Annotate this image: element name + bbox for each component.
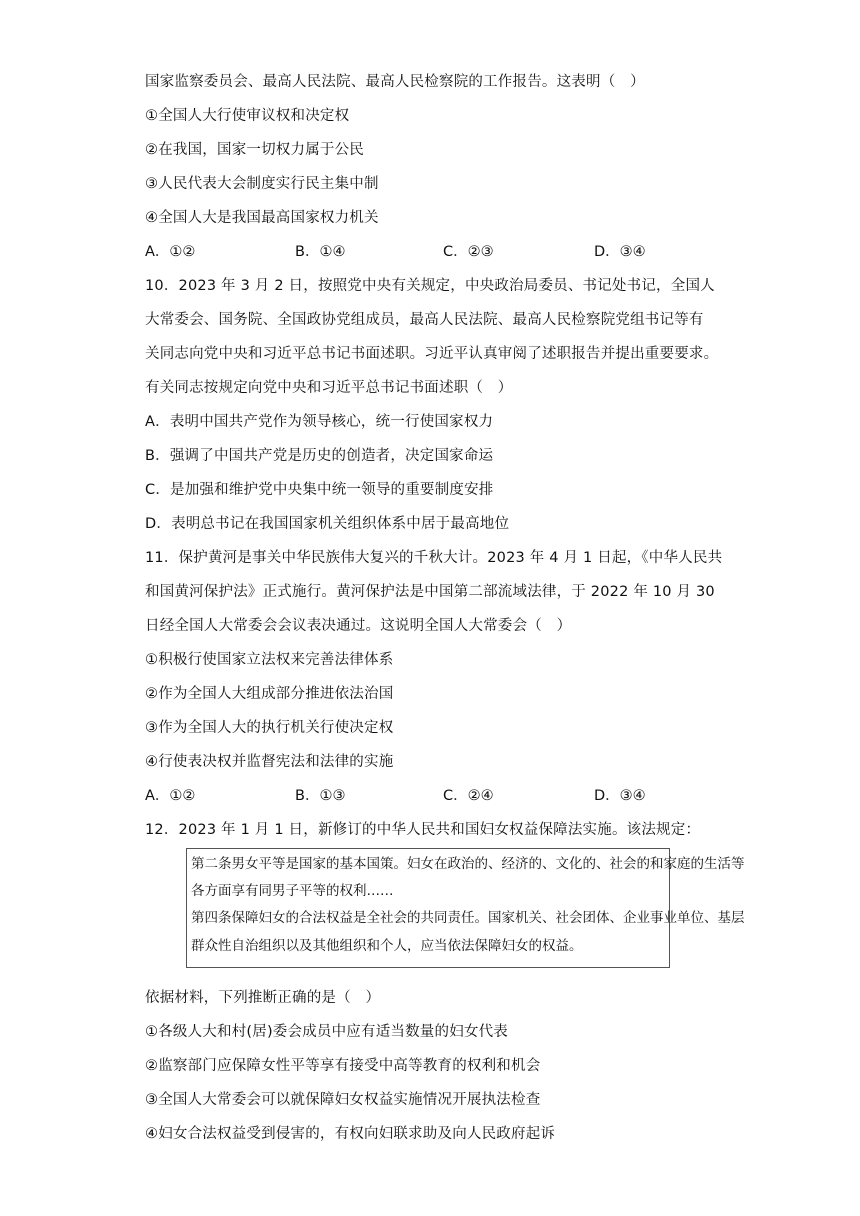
q9-option-b: B．①④ [295,244,346,260]
q9-item-2: ②在我国，国家一切权力属于公民 [145,142,364,158]
q11-option-a: A．①② [145,788,196,804]
q12-item-2: ②监察部门应保障女性平等享有接受中高等教育的权利和机会 [145,1058,541,1074]
q12-item-3: ③全国人大常委会可以就保障妇女权益实施情况开展执法检查 [145,1092,541,1108]
q11-option-c: C．②④ [443,788,494,804]
q11-item-2: ②作为全国人大组成部分推进依法治国 [145,686,394,702]
q10-stem-line-4: 有关同志按规定向党中央和习近平总书记书面述职（ ） [145,380,513,396]
q11-item-4: ④行使表决权并监督宪法和法律的实施 [145,754,394,770]
q12-stem: 12．2023 年 1 月 1 日，新修订的中华人民共和国妇女权益保障法实施。该法规定： [145,822,701,838]
q12-item-1: ①各级人大和村(居)委会成员中应有适当数量的妇女代表 [145,1024,509,1040]
q9-item-3: ③人民代表大会制度实行民主集中制 [145,176,379,192]
q9-option-c: C．②③ [443,244,494,260]
q11-stem-line-1: 11．保护黄河是事关中华民族伟大复兴的千秋大计。2023 年 4 月 1 日起，《中华人民共 [145,550,723,566]
q9-option-d: D．③④ [594,244,646,260]
q12-material-line-2: 各方面享有同男子平等的权利…… [191,883,394,899]
q11-stem-line-2: 和国黄河保护法》正式施行。黄河保护法是中国第二部流域法律，于 2022 年 10 月 30 [145,584,715,600]
q11-option-b: B．①③ [295,788,346,804]
q10-stem-line-3: 关同志向党中央和习近平总书记书面述职。习近平认真审阅了述职报告并提出重要要求。 [145,346,719,362]
q11-item-1: ①积极行使国家立法权来完善法律体系 [145,652,394,668]
q10-stem-line-1: 10．2023 年 3 月 2 日，按照党中央有关规定，中央政治局委员、书记处书记，全国人 [145,278,715,294]
q12-material-line-4: 群众性自治组织以及其他组织和个人，应当依法保障妇女的权益。 [191,938,583,954]
q10-option-a: A．表明中国共产党作为领导核心，统一行使国家权力 [145,414,494,430]
q11-stem-line-3: 日经全国人大常委会会议表决通过。这说明全国人大常委会（ ） [145,618,572,634]
q10-option-c: C．是加强和维护党中央集中统一领导的重要制度安排 [145,482,494,498]
q12-prompt: 依据材料，下列推断正确的是（ ） [145,990,381,1006]
q10-option-d: D．表明总书记在我国国家机关组织体系中居于最高地位 [145,516,510,532]
q11-option-d: D．③④ [594,788,646,804]
q9-item-4: ④全国人大是我国最高国家权力机关 [145,210,379,226]
q9-item-1: ①全国人大行使审议权和决定权 [145,108,350,124]
q12-material-line-3: 第四条保障妇女的合法权益是全社会的共同责任。国家机关、社会团体、企业事业单位、基层 [191,910,745,926]
q12-item-4: ④妇女合法权益受到侵害的，有权向妇联求助及向人民政府起诉 [145,1126,556,1142]
q11-item-3: ③作为全国人大的执行机关行使决定权 [145,720,394,736]
q10-stem-line-2: 大常委会、国务院、全国政协党组成员，最高人民法院、最高人民检察院党组书记等有 [145,312,704,328]
q12-material-line-1: 第二条男女平等是国家的基本国策。妇女在政治的、经济的、文化的、社会的和家庭的生活等 [191,856,745,872]
q9-option-a: A．①② [145,244,196,260]
q9-stem: 国家监察委员会、最高人民法院、最高人民检察院的工作报告。这表明（ ） [145,74,645,90]
q10-option-b: B．强调了中国共产党是历史的创造者，决定国家命运 [145,448,494,464]
q12-material-box [186,848,745,968]
